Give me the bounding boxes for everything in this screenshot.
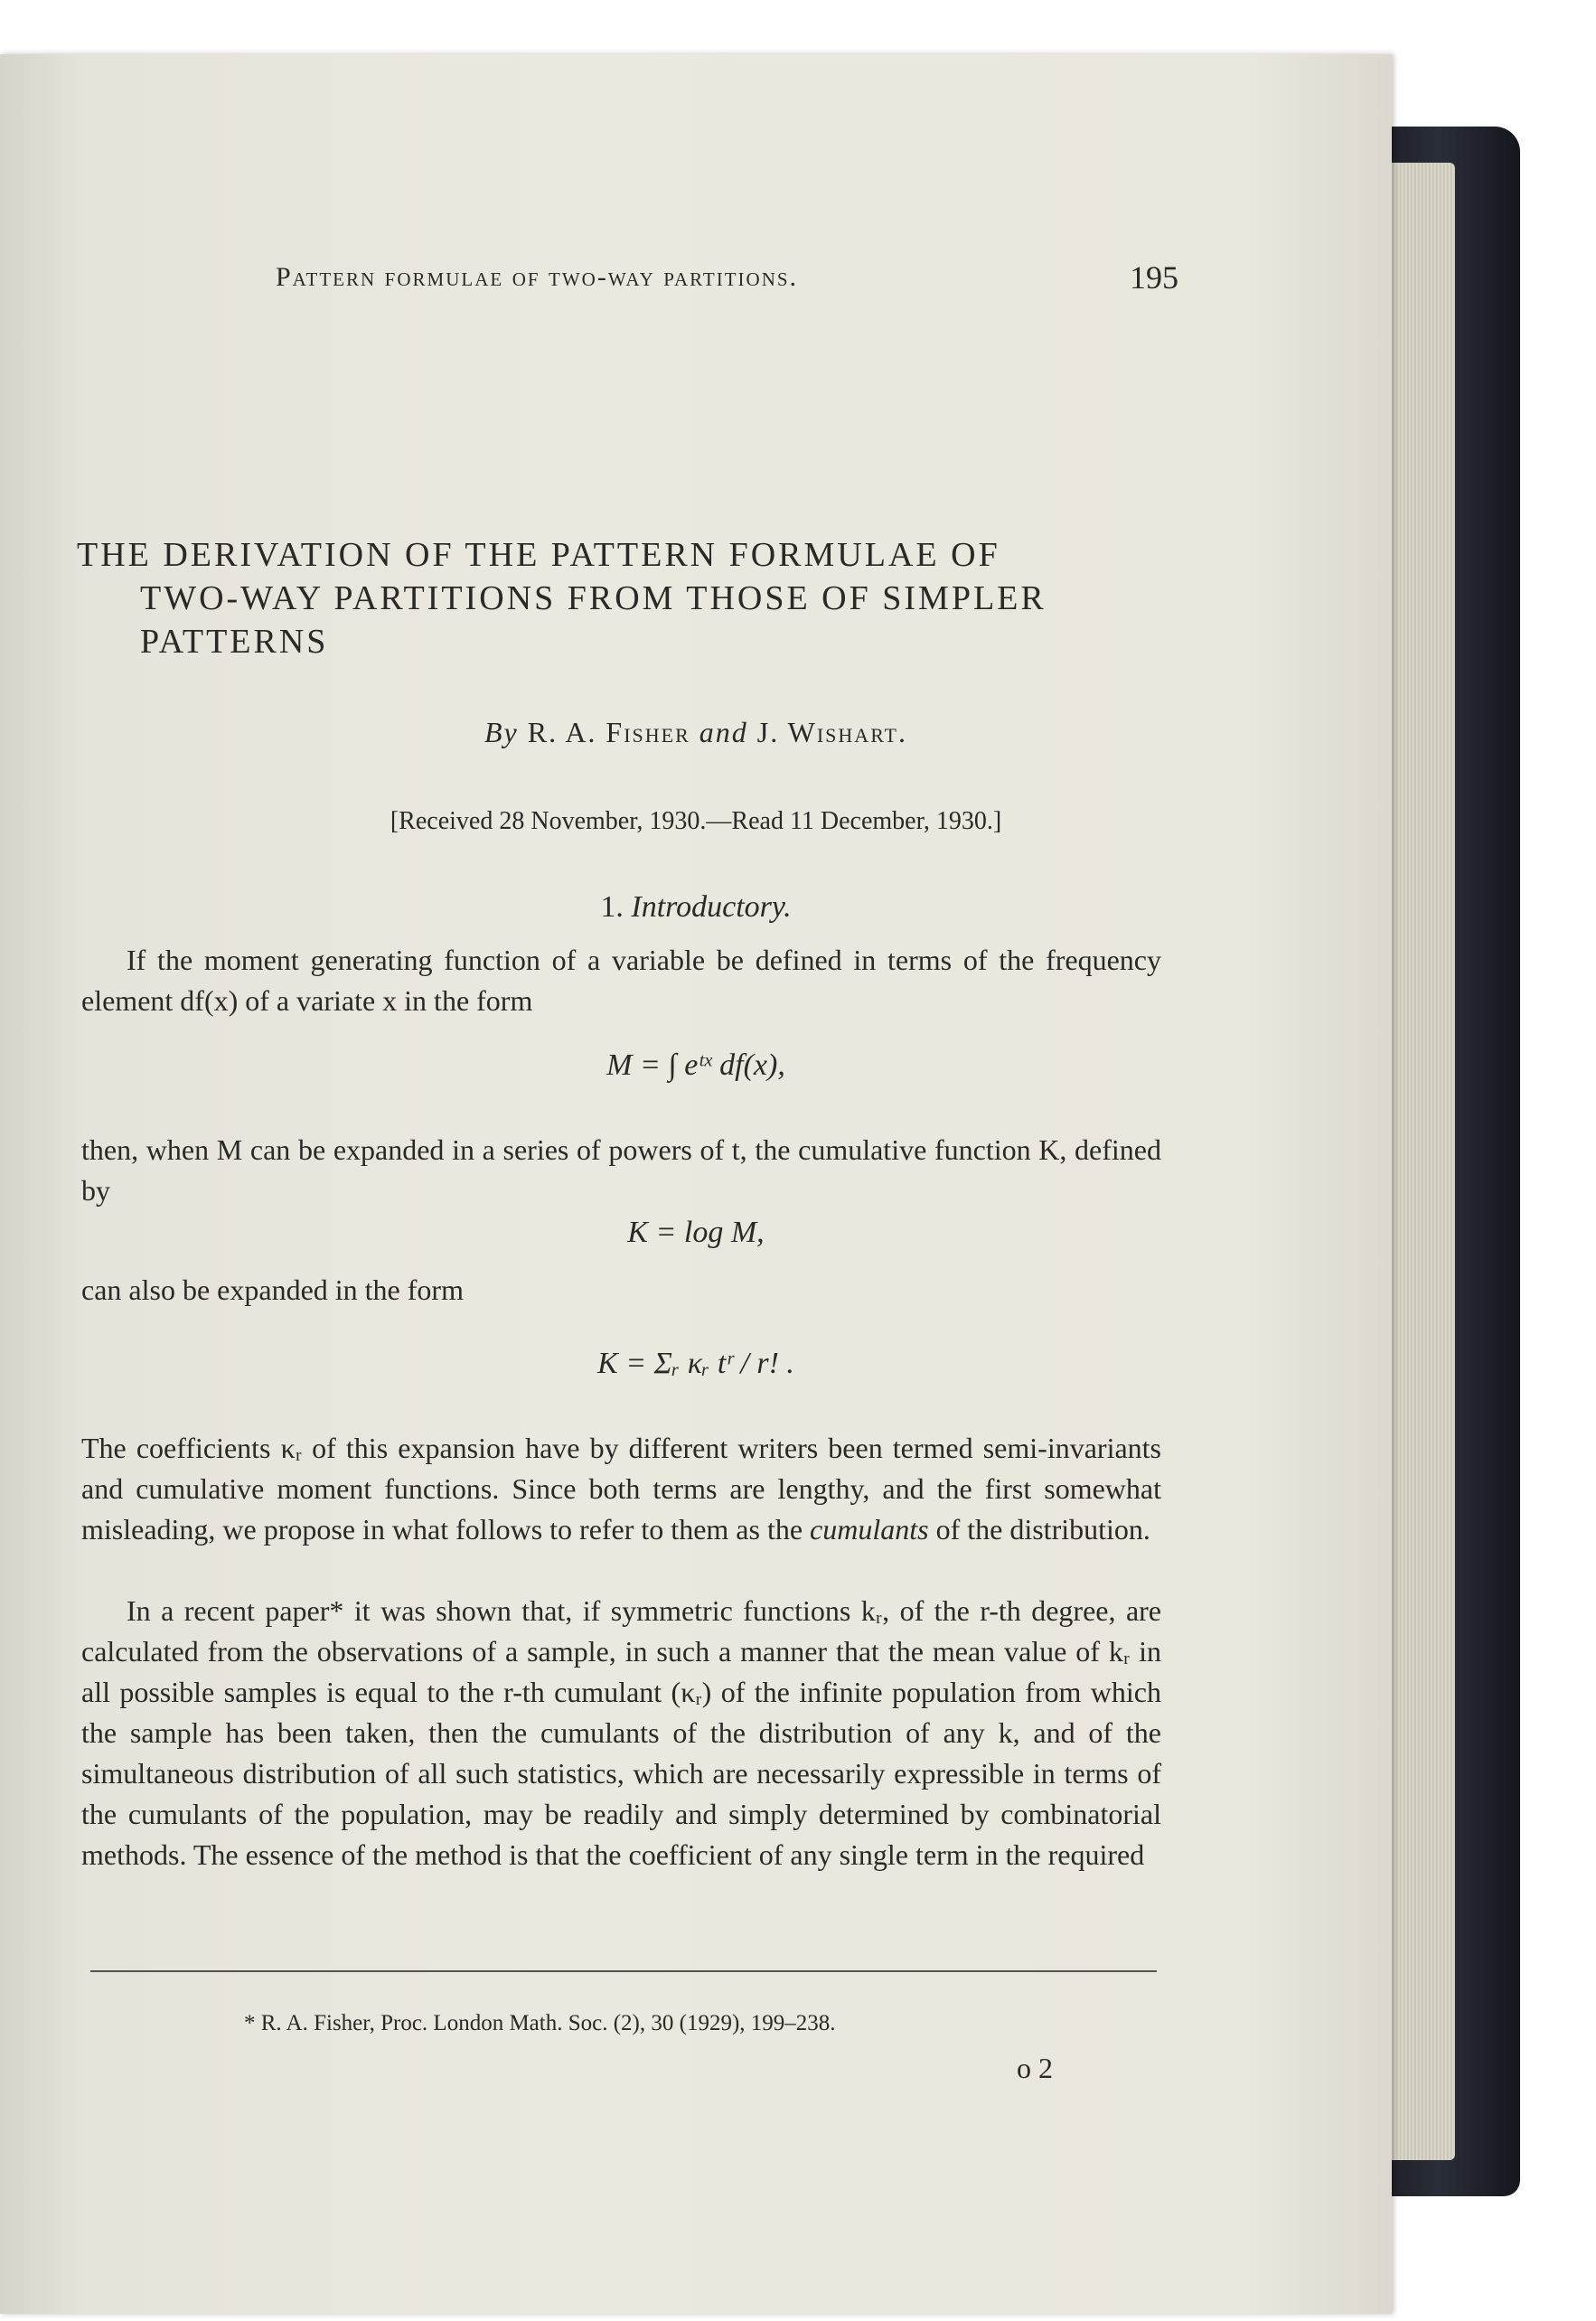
- paragraph-4-emphasis: cumulants: [810, 1513, 929, 1546]
- footnote-rule: [90, 1970, 1157, 1972]
- section-title: Introductory.: [631, 890, 792, 924]
- received-note: [Received 28 November, 1930.—Read 11 December, 1930.]: [390, 807, 1002, 835]
- title-line-3: PATTERNS: [140, 623, 329, 661]
- paragraph-4-text: The coefficients κᵣ of this expansion have by different writers been termed semi-invariants and cumulative moment functions. Since both terms are lengthy, and the first somewhat misleading, we propose in what follows to refer to them as the: [81, 1432, 1161, 1546]
- author-2: J. Wishart.: [756, 716, 907, 748]
- equation-2: K = log M,: [627, 1216, 765, 1249]
- authors: [0, 716, 1392, 749]
- authors-and: and: [699, 716, 748, 748]
- running-head: Pattern formulae of two-way partitions.: [276, 262, 799, 292]
- section-heading: [0, 890, 1392, 925]
- paragraph-3: can also be expanded in the form: [81, 1273, 464, 1306]
- signature-mark: o 2: [1017, 2052, 1053, 2084]
- author-1: R. A. Fisher: [527, 716, 690, 748]
- paper-title: [77, 533, 1179, 663]
- paragraph-4: [81, 1428, 1161, 1550]
- paragraph-1: If the moment generating function of a variable be defined in terms of the frequency element df(x) of a variate x in the form: [81, 944, 1161, 1017]
- authors-by: By: [483, 716, 519, 748]
- paragraph-2: then, when M can be expanded in a series of powers of t, the cumulative function K, defined by: [81, 1133, 1161, 1207]
- equation-1: M = ∫ eᵗˣ df(x),: [606, 1048, 785, 1082]
- equation-3: K = Σᵣ κᵣ tʳ / r! .: [597, 1347, 794, 1380]
- paragraph-5: In a recent paper* it was shown that, if symmetric functions kᵣ, of the r-th degree, are calculated from the observations of a sample, in such a manner that the mean value of kᵣ in all possible samples is equal to the r-th cumulant (κᵣ) of the infinite population from which the sample has been taken, then the cumulants of the distribution of any k, and of the simultaneous distribution of all such statistics, which are necessarily expressible in terms of the cumulants of the population, may be readily and simply determined by combinatorial methods. The essence of the method is that the coefficient of any single term in the required: [81, 1594, 1161, 1871]
- section-number: 1.: [600, 890, 624, 924]
- title-line-1: THE DERIVATION OF THE PATTERN FORMULAE OF: [77, 536, 1000, 574]
- paragraph-4-end: of the distribution.: [935, 1513, 1150, 1546]
- footnote: * R. A. Fisher, Proc. London Math. Soc. (2), 30 (1929), 199–238.: [244, 2011, 836, 2035]
- title-line-2: TWO-WAY PARTITIONS FROM THOSE OF SIMPLER: [140, 579, 1047, 617]
- page-number: 195: [1130, 259, 1178, 296]
